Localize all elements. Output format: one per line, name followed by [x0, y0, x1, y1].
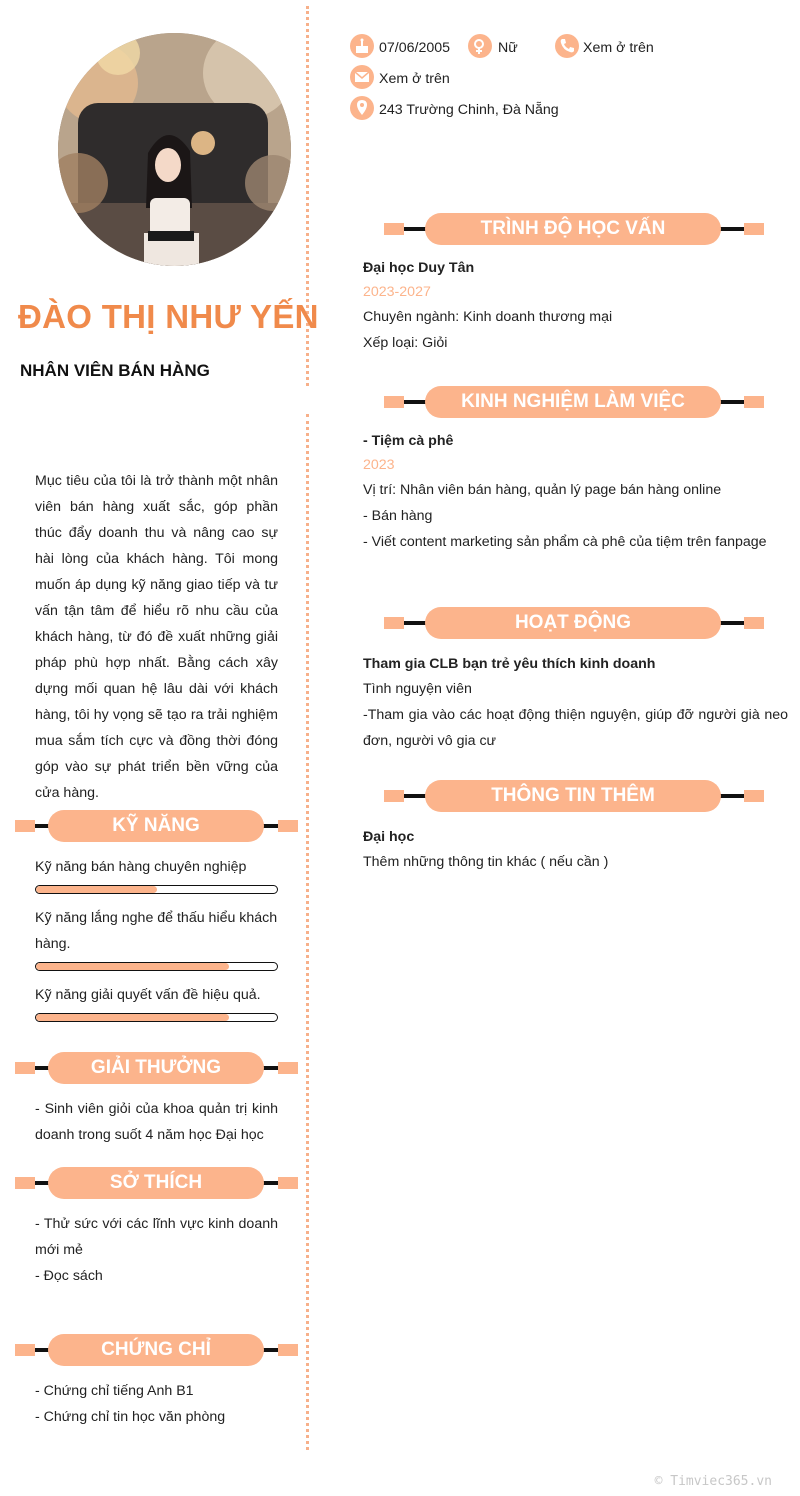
section-title: CHỨNG CHỈ	[48, 1334, 264, 1366]
section-header-extra	[384, 780, 764, 812]
gender-icon	[468, 34, 492, 58]
section-title: GIẢI THƯỞNG	[48, 1052, 264, 1084]
section-title: HOẠT ĐỘNG	[425, 607, 721, 639]
section-header-education	[384, 213, 764, 245]
education-school: Đại học Duy Tân	[363, 260, 475, 276]
hobby-item: - Đọc sách	[35, 1268, 103, 1284]
hobby-item: - Thử sức với các lĩnh vực kinh doanh mới mẻ	[35, 1216, 278, 1258]
section-header-activities	[384, 607, 764, 639]
address-value: 243 Trường Chinh, Đà Nẵng	[379, 102, 559, 118]
experience-line: Vị trí: Nhân viên bán hàng, quản lý page bán hàng online	[363, 482, 722, 498]
experience-company: - Tiệm cà phê	[363, 433, 454, 449]
skill-bar-fill	[36, 1014, 229, 1021]
skill-bar-fill	[36, 886, 157, 893]
experience-line: - Viết content marketing sản phẩm cà phê của tiệm trên fanpage	[363, 534, 767, 550]
birthday-icon	[350, 34, 374, 58]
activity-org: Tham gia CLB bạn trẻ yêu thích kinh doanh	[363, 656, 656, 672]
job-title: NHÂN VIÊN BÁN HÀNG	[20, 361, 210, 380]
skill-bar-fill	[36, 963, 229, 970]
experience-line: - Bán hàng	[363, 508, 433, 524]
skill-label: Kỹ năng bán hàng chuyên nghiệp	[35, 859, 247, 875]
section-title: KINH NGHIỆM LÀM VIỆC	[425, 386, 721, 418]
section-header-skills	[15, 810, 298, 842]
skill-label: Kỹ năng lắng nghe để thấu hiểu khách hàng.	[35, 910, 278, 952]
avatar-photo	[58, 33, 291, 266]
certificate-item: - Chứng chỉ tiếng Anh B1	[35, 1383, 194, 1399]
phone-value: Xem ở trên	[583, 40, 654, 56]
education-period: 2023-2027	[363, 284, 431, 300]
birthday-value: 07/06/2005	[379, 40, 451, 56]
section-header-awards	[15, 1052, 298, 1084]
activity-desc: -Tham gia vào các hoạt động thiện nguyện, giúp đỡ người già neo đơn, người vô gia cư	[363, 707, 788, 749]
certificate-item: - Chứng chỉ tin học văn phòng	[35, 1409, 226, 1425]
section-header-experience	[384, 386, 764, 418]
education-rank: Xếp loại: Giỏi	[363, 335, 448, 351]
location-icon	[350, 96, 374, 120]
section-title: TRÌNH ĐỘ HỌC VẤN	[425, 213, 721, 245]
candidate-name: ĐÀO THỊ NHƯ YẾN	[18, 298, 319, 335]
section-title: SỞ THÍCH	[48, 1167, 264, 1199]
skill-bar	[35, 1013, 278, 1022]
email-value: Xem ở trên	[379, 71, 450, 87]
award-text: - Sinh viên giỏi của khoa quản trị kinh doanh trong suốt 4 năm học Đại học	[35, 1101, 278, 1143]
experience-period: 2023	[363, 457, 395, 473]
activity-role: Tình nguyện viên	[363, 681, 472, 697]
skill-label: Kỹ năng giải quyết vấn đề hiệu quả.	[35, 987, 261, 1003]
footer-watermark: © Timviec365.vn	[654, 1474, 772, 1489]
phone-icon	[555, 34, 579, 58]
section-header-hobbies	[15, 1167, 298, 1199]
section-title: THÔNG TIN THÊM	[425, 780, 721, 812]
education-major: Chuyên ngành: Kinh doanh thương mại	[363, 309, 613, 325]
extra-text: Thêm những thông tin khác ( nếu cần )	[363, 854, 609, 870]
skill-bar	[35, 885, 278, 894]
divider-bottom	[306, 414, 309, 1450]
gender-value: Nữ	[498, 40, 518, 56]
section-header-certificates	[15, 1334, 298, 1366]
section-title: KỸ NĂNG	[48, 810, 264, 842]
extra-title: Đại học	[363, 829, 415, 845]
email-icon	[350, 65, 374, 89]
career-objective: Mục tiêu của tôi là trở thành một nhân viên bán hàng xuất sắc, góp phần thúc đẩy doanh thu và nâng cao sự hài lòng của khách hàng. Tôi mong muốn áp dụng kỹ năng giao tiếp và tư vấn tận tâm để hiểu rõ nhu cầu của khách hàng, từ đó đề xuất những giải pháp phù hợp nhất. Bằng cách xây dựng mối quan hệ lâu dài với khách hàng, tôi hy vọng sẽ tạo ra trải nghiệm mua sắm tích cực và đồng thời đóng góp vào sự phát triển bền vững của cửa hàng.	[35, 473, 278, 801]
skill-bar	[35, 962, 278, 971]
